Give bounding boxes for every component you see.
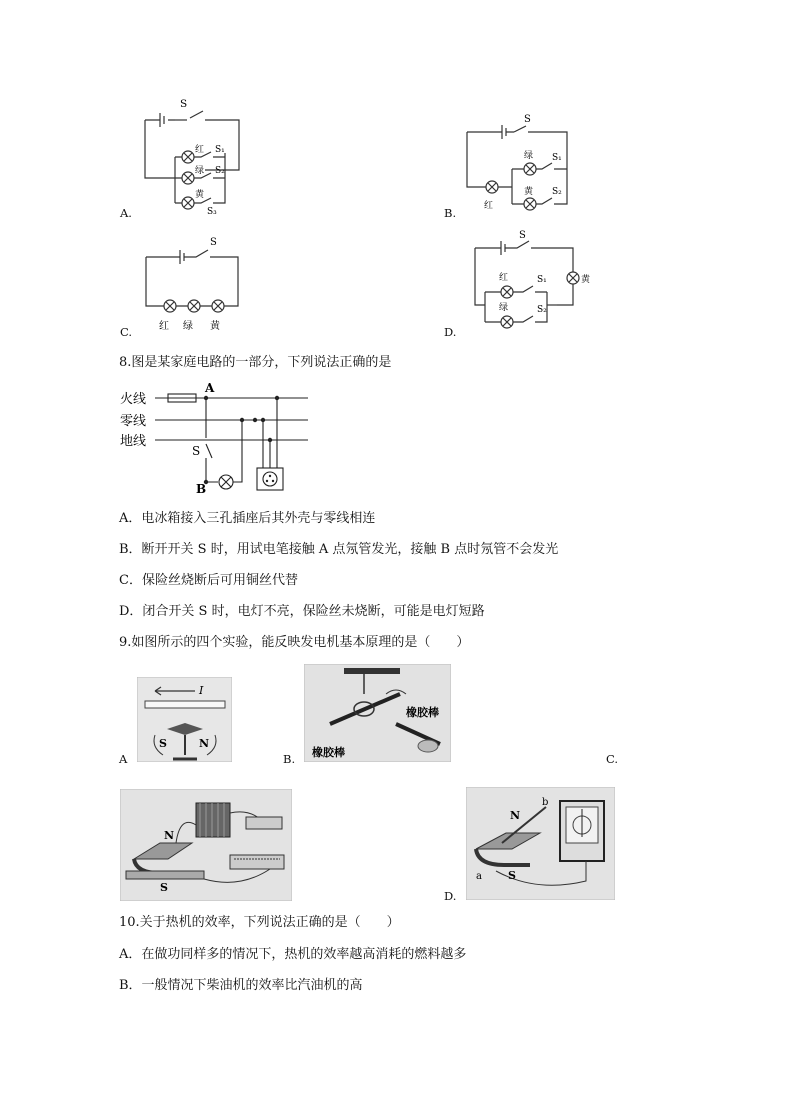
household-circuit-diagram: [118, 378, 318, 496]
q8-option-c[interactable]: C．保险丝烧断后可用铜丝代替: [119, 573, 298, 588]
switch-label: S: [519, 230, 526, 241]
option-d-label: D.: [444, 325, 457, 339]
lamp-red-label: 红: [159, 321, 169, 332]
lamp-red-label: 红: [484, 201, 494, 211]
circuit-diagram-c: [138, 235, 248, 335]
south-pole-label: S: [160, 881, 168, 894]
south-pole-label: S: [159, 737, 167, 750]
switch-s1-label: S₁: [552, 153, 562, 163]
lamp-green-label: 绿: [524, 151, 534, 161]
switch-s2-label: S₂: [552, 187, 562, 197]
figure-a-oersted: [137, 677, 232, 762]
figure-d-magnet-galvanometer: [466, 787, 615, 900]
north-pole-label: N: [199, 737, 210, 750]
lamp-yellow-label: 黄: [581, 275, 591, 285]
circuit-diagram-d: [465, 230, 595, 335]
q10-option-a[interactable]: A．在做功同样多的情况下，热机的效率越高消耗的燃料越多: [119, 947, 467, 962]
option-c-label: C.: [120, 325, 133, 339]
live-wire-label: 火线: [120, 392, 147, 407]
figure-b-rubber-rods: [304, 664, 451, 762]
switch-s2-label: S₂: [537, 305, 547, 315]
switch-label: S: [210, 237, 217, 248]
lamp-yellow-label: 黄: [524, 187, 534, 197]
q8-option-b[interactable]: B．断开开关 S 时，用试电笔接触 A 点氖管发光，接触 B 点时氖管不会发光: [119, 542, 559, 557]
north-pole-label: N: [510, 809, 521, 822]
neutral-wire-label: 零线: [120, 414, 147, 429]
option-a-label: A.: [120, 206, 132, 220]
switch-s3-label: S₃: [207, 207, 217, 217]
q9-option-b-label: B.: [283, 752, 296, 766]
ground-wire-label: 地线: [120, 434, 147, 449]
current-label: I: [199, 684, 204, 697]
q9-option-c-label: C.: [606, 752, 619, 766]
q8-option-a[interactable]: A．电冰箱接入三孔插座后其外壳与零线相连: [119, 511, 376, 526]
point-b-label: b: [542, 797, 549, 808]
lamp-red-label: 红: [499, 273, 509, 283]
q9-option-a-label: A: [119, 752, 128, 766]
circuit-diagram-b: [462, 112, 587, 217]
lamp-yellow-label: 黄: [210, 321, 220, 332]
circuit-diagram-a: [135, 98, 250, 218]
switch-s1-label: S₁: [215, 145, 225, 155]
switch-label: S: [524, 114, 531, 125]
switch-label: S: [180, 98, 188, 110]
q9-option-d-label: D.: [444, 889, 457, 903]
question-10-stem: 10.关于热机的效率，下列说法正确的是（ ）: [119, 915, 400, 930]
q10-option-b[interactable]: B．一般情况下柴油机的效率比汽油机的高: [119, 978, 363, 993]
q8-option-d[interactable]: D．闭合开关 S 时，电灯不亮，保险丝未烧断，可能是电灯短路: [119, 604, 485, 619]
lamp-red-label: 红: [195, 145, 205, 155]
north-pole-label: N: [164, 829, 175, 842]
switch-s-label: S: [192, 444, 201, 458]
switch-s2-label: S₂: [215, 166, 225, 176]
option-b-label: B.: [444, 206, 457, 220]
question-9-stem: 9.如图所示的四个实验，能反映发电机基本原理的是（ ）: [119, 635, 470, 650]
lamp-green-label: 绿: [499, 303, 509, 313]
figure-c-battery-magnet: [120, 789, 292, 901]
question-8-stem: 8.图是某家庭电路的一部分，下列说法正确的是: [119, 355, 392, 370]
south-pole-label: S: [508, 869, 516, 882]
point-a-label: A: [205, 381, 215, 395]
switch-s1-label: S₁: [537, 275, 547, 285]
lamp-green-label: 绿: [195, 166, 205, 176]
lamp-yellow-label: 黄: [195, 190, 205, 200]
point-a-label: a: [476, 871, 482, 882]
lamp-green-label: 绿: [183, 321, 193, 332]
rubber-rod-top-label: 橡胶棒: [406, 706, 439, 719]
point-b-label: B: [196, 482, 207, 496]
rubber-rod-bottom-label: 橡胶棒: [312, 746, 345, 759]
